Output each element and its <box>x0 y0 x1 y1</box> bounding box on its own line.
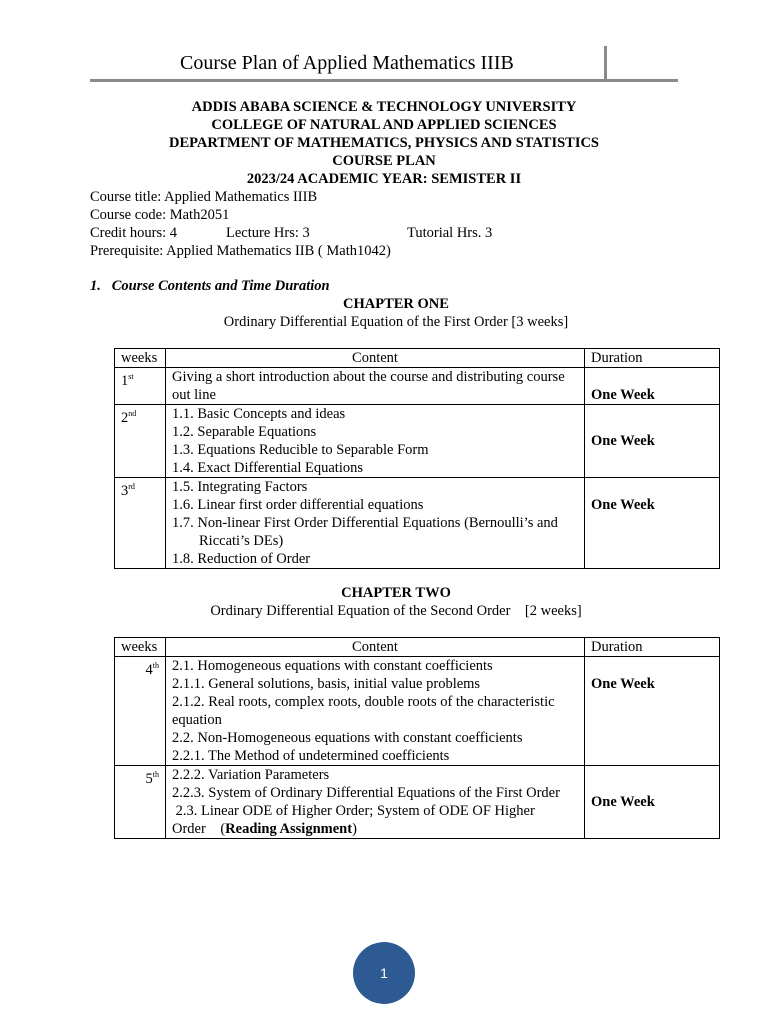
content-line: 2.3. Linear ODE of Higher Order; System of ODE OF Higher Order (Reading Assignment) <box>172 803 535 837</box>
content-line: 2.2.1. The Method of undetermined coefficients <box>172 748 450 764</box>
table-header-row <box>115 349 720 368</box>
content-line: 1.1. Basic Concepts and ideas <box>172 406 346 422</box>
lecture-hours: Lecture Hrs: 3 <box>226 225 310 241</box>
tutorial-hours: Tutorial Hrs. 3 <box>407 225 493 241</box>
content-line: 1.6. Linear first order differential equations <box>172 497 424 513</box>
table-row <box>115 478 720 569</box>
weeks-header: weeks <box>115 638 166 657</box>
content-header: Content <box>166 349 585 368</box>
content-line: 2.1.1. General solutions, basis, initial value problems <box>172 676 481 692</box>
content-line: 2.1.2. Real roots, complex roots, double roots of the characteristic equation <box>172 694 555 728</box>
course-title: Course title: Applied Mathematics IIIB <box>90 189 318 205</box>
section-heading <box>90 278 330 295</box>
section-title: Course Contents and Time Duration <box>111 278 330 294</box>
header-rule <box>90 79 678 82</box>
duration-header: Duration <box>585 638 720 657</box>
content-cell <box>166 478 585 569</box>
content-line: 1.3. Equations Reducible to Separable Form <box>172 442 429 458</box>
university-name: ADDIS ABABA SCIENCE & TECHNOLOGY UNIVERSITY <box>191 99 577 115</box>
reading-assignment-label: Reading Assignment <box>225 821 353 837</box>
week-cell: 4th <box>115 657 166 766</box>
running-header-title: Course Plan of Applied Mathematics IIIB <box>180 52 514 74</box>
duration-cell: One Week <box>585 766 720 839</box>
duration-header: Duration <box>585 349 720 368</box>
content-line: 1.7. Non-linear First Order Differential Equations (Bernoulli’s and <box>172 515 558 531</box>
content-cell <box>166 368 585 405</box>
content-line: 2.2.3. System of Ordinary Differential Equations of the First Order <box>172 785 560 801</box>
academic-year: 2023/24 ACADEMIC YEAR: SEMISTER II <box>246 171 522 187</box>
content-line: 2.1. Homogeneous equations with constant coefficients <box>172 658 493 674</box>
content-line: 2.2.2. Variation Parameters <box>172 767 330 783</box>
table-row <box>115 405 720 478</box>
content-line: Giving a short introduction about the course and distributing course out line <box>172 369 565 403</box>
content-cell <box>166 766 585 839</box>
table-header-row <box>115 638 720 657</box>
week-cell: 3rd <box>115 478 166 569</box>
department-name: DEPARTMENT OF MATHEMATICS, PHYSICS AND STATISTICS <box>169 135 599 151</box>
chapter-two-title: CHAPTER TWO <box>341 585 451 601</box>
chapter-one-title: CHAPTER ONE <box>343 296 449 312</box>
content-cell <box>166 657 585 766</box>
content-line: 1.2. Separable Equations <box>172 424 317 440</box>
credit-hours: Credit hours: 4 <box>90 225 177 241</box>
content-line: 2.2. Non-Homogeneous equations with constant coefficients <box>172 730 523 746</box>
section-number: 1. <box>90 278 101 294</box>
chapter-one-table <box>114 348 720 569</box>
duration-cell: One Week <box>585 405 720 478</box>
course-code: Course code: Math2051 <box>90 207 230 223</box>
college-name: COLLEGE OF NATURAL AND APPLIED SCIENCES <box>211 117 557 133</box>
week-cell: 5th <box>115 766 166 839</box>
duration-cell: One Week <box>585 368 720 405</box>
content-line: 1.4. Exact Differential Equations <box>172 460 363 476</box>
week-cell: 1st <box>115 368 166 405</box>
content-header: Content <box>166 638 585 657</box>
weeks-header: weeks <box>115 349 166 368</box>
header-vertical-rule <box>604 46 607 80</box>
content-line: 1.8. Reduction of Order <box>172 551 311 567</box>
document-type: COURSE PLAN <box>332 153 436 169</box>
chapter-one-subtitle: Ordinary Differential Equation of the First Order [3 weeks] <box>223 314 569 330</box>
duration-cell: One Week <box>585 478 720 569</box>
content-cell <box>166 405 585 478</box>
table-row <box>115 766 720 839</box>
content-line: 1.5. Integrating Factors <box>172 479 308 495</box>
chapter-two-table <box>114 637 720 839</box>
content-line: Riccati’s DEs) <box>199 533 284 549</box>
duration-cell: One Week <box>585 657 720 766</box>
chapter-two-subtitle: Ordinary Differential Equation of the Second Order [2 weeks] <box>210 603 582 619</box>
prerequisite: Prerequisite: Applied Mathematics IIB ( Math1042) <box>90 243 391 259</box>
table-row <box>115 657 720 766</box>
page-number-badge: 1 <box>353 942 415 1004</box>
table-row <box>115 368 720 405</box>
week-cell: 2nd <box>115 405 166 478</box>
